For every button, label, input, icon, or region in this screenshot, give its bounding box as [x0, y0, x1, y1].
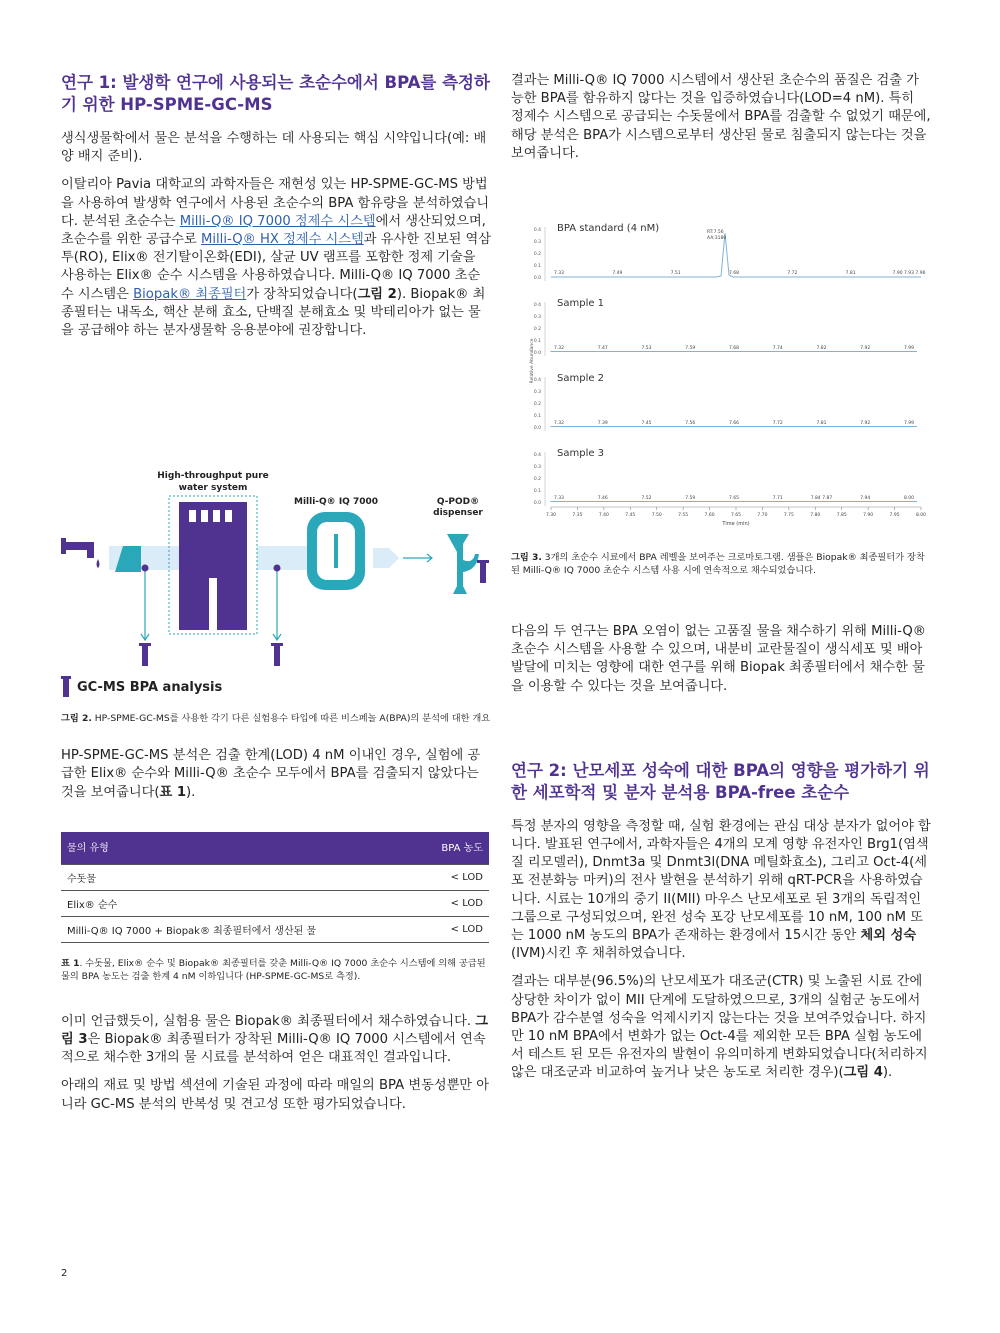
table-row [61, 864, 489, 890]
panel-title: Sample 3 [557, 448, 605, 460]
caption-text: 3개의 초순수 시료에서 BPA 레벨을 보여주는 크로마토그램. 샘플은 Biopak® 최종필터가 장착된 Milli-Q® IQ 7000 초순수 시스템 사용 시에 연속적으로 채수되었습니다. [511, 552, 925, 577]
peak-rt-label: 7.59 [685, 496, 696, 502]
peak-rt-label: 7.99 [903, 346, 915, 352]
peak-rt-label: 7.72 [787, 271, 798, 277]
y-tick-label: 0.2 [533, 402, 541, 408]
milliq-unit-icon [307, 512, 365, 590]
x-tick-label: 7.30 [545, 513, 557, 519]
x-tick-label: 7.80 [810, 513, 821, 519]
peak-rt-label: 7.81 [816, 421, 827, 427]
y-tick-label: 0.1 [533, 489, 541, 495]
milliq-iq7000-link[interactable]: Milli-Q® IQ 7000 정제수 시스템 [179, 213, 376, 229]
x-tick-label: 7.70 [757, 513, 768, 519]
y-tick-label: 0.0 [533, 351, 541, 357]
biopak-link[interactable]: Biopak® 최종필터 [133, 286, 247, 302]
peak-rt-label: 7.92 [860, 421, 871, 427]
peak-rt-label: 7.94 [860, 496, 871, 502]
study1-title: 연구 1: 발생학 연구에 사용되는 초순수에서 BPA를 측정하기 위한 HP-SPME-GC-MS [61, 73, 490, 114]
vial-icon [477, 560, 489, 583]
text: HP-SPME-GC-MS 분석은 검출 한계(LOD) 4 nM 이내인 경우, 실험에 공급한 Elix® 순수와 Milli-Q® 초순수 모두에서 BPA를 검출되지 않았다는 것을 보여줍니다( [61, 748, 481, 800]
page-number: 2 [61, 1268, 68, 1279]
cell-type: Elix® 순수 [61, 890, 416, 916]
x-axis-label: Time (min) [722, 521, 750, 528]
label-hts-2: water system [178, 483, 248, 494]
caption-label: 표 1 [61, 957, 80, 969]
table1-caption [61, 957, 491, 983]
peak-rt-label: 7.71 [772, 496, 783, 502]
peak-rt-label: 7.92 [860, 346, 871, 352]
figure-ref: 그림 3 [61, 1013, 489, 1048]
x-tick-label: 7.65 [730, 513, 742, 519]
peak-rt-label: 7.99 [903, 421, 915, 427]
y-tick-label: 0.0 [533, 276, 541, 282]
paragraph [61, 176, 491, 340]
y-tick-label: 0.3 [533, 240, 541, 246]
y-tick-label: 0.1 [533, 414, 541, 420]
peak-rt-label: 7.72 [772, 421, 783, 427]
study2-title: 연구 2: 난모세포 성숙에 대한 BPA의 영향을 평가하기 위한 세포학적 및 분자 분석용 BPA-free 초순수 [511, 760, 930, 802]
filter-icon [373, 548, 399, 568]
peak-rt-label: 7.74 [772, 346, 783, 352]
peak-rt-label: 7.56 [685, 421, 696, 427]
peak-label: AA:3189 [707, 236, 727, 242]
label-milliq: Milli-Q® IQ 7000 [294, 497, 378, 508]
cell-bpa: < LOD [416, 916, 489, 942]
cell-type: 수돗물 [61, 864, 416, 890]
qpod-icon [447, 534, 479, 594]
milliq-hx-link[interactable]: Milli-Q® HX 정제수 시스템 [200, 232, 364, 248]
cell-bpa: < LOD [416, 864, 489, 890]
y-tick-label: 0.0 [533, 426, 541, 432]
y-tick-label: 0.1 [533, 339, 541, 345]
y-tick-label: 0.2 [533, 477, 541, 483]
trace-line [551, 427, 917, 428]
peak-rt-label: 7.52 [641, 496, 652, 502]
peak-rt-label: 7.32 [553, 346, 565, 352]
y-tick-label: 0.0 [533, 501, 541, 507]
caption-text: HP-SPME-GC-MS를 사용한 각기 다른 실험용수 타입에 따른 비스페놀 A(BPA)의 분석에 대한 개요 [91, 713, 491, 725]
vial-icon [61, 676, 71, 698]
text: 에서 생산되었으며, 초순수를 위한 공급수로 [61, 213, 486, 248]
panel-title: BPA standard (4 nM) [557, 223, 660, 235]
text: 이탈리아 Pavia 대학교의 과학자들은 재현성 있는 HP-SPME-GC-MS 방법을 사용하여 발생학 연구에서 사용된 초순수의 BPA 함유량을 분석하였습니다. 분석된 초순수는 [61, 177, 490, 229]
x-tick-label: 7.85 [836, 513, 847, 519]
hts-unit-icon [179, 502, 247, 630]
paragraph [61, 747, 491, 802]
table-header [61, 832, 489, 865]
water-system-diagram [61, 468, 491, 668]
peak-rt-label: 7.32 [553, 421, 565, 427]
text: 이미 언급했듯이, 실험용 물은 Biopak® 최종필터에서 채수하였습니다. [61, 1013, 476, 1029]
y-axis-label: Relative Abundance [530, 338, 535, 384]
text: 가 장착되었습니다( [246, 286, 358, 302]
peak-rt-label: 7.81 [845, 271, 856, 277]
paragraph: 아래의 재료 및 방법 섹션에 기술된 과정에 따라 매일의 BPA 변동성뿐만 아니라 GC-MS 분석의 반복성 및 견고성 또한 평가되었습니다. [61, 1078, 489, 1112]
table-ref: 표 1 [159, 784, 187, 800]
peak-rt-label: 7.33 [553, 496, 565, 502]
text: ). [882, 1065, 893, 1081]
cell-bpa: < LOD [416, 890, 489, 916]
fig2-caption [61, 712, 491, 725]
fig3-caption [511, 551, 931, 577]
header-bpa: BPA 농도 [416, 832, 489, 865]
peak-rt-label: 7.59 [685, 346, 696, 352]
peak-rt-label: 8.00 [903, 496, 915, 502]
table-row [61, 916, 489, 942]
peak-rt-label: 7.33 [553, 271, 565, 277]
y-tick-label: 0.3 [533, 315, 541, 321]
peak-rt-label: 7.47 [597, 346, 608, 352]
x-tick-label: 8.00 [915, 513, 927, 519]
peak-rt-label: 7.51 [670, 271, 681, 277]
x-tick-label: 7.60 [704, 513, 715, 519]
peak-rt-label: 7.66 [728, 421, 740, 427]
peak-rt-label: 7.68 [728, 346, 740, 352]
peak-rt-label: 7.84 7.87 [810, 496, 833, 502]
y-tick-label: 0.4 [533, 303, 541, 309]
peak-rt-label: 7.90 7.93 7.96 [892, 271, 926, 277]
y-tick-label: 0.3 [533, 465, 541, 471]
figure-ref: 그림 2 [357, 286, 397, 302]
text: 특정 분자의 영향을 측정할 때, 실험 환경에는 관심 대상 분자가 없어야 합니다. 발표된 연구에서, 과학자들은 4개의 모계 영향 유전자인 Brg1(염색질 리모델러), Dnmt3a 및 Dnmt3l(DNA 메틸화효소), 그리고 Oct-4(세포 전분화능 마커)의 전사 발현을 분석하기 위해 qRT-PCR을 사용하였습니다. 시료는 10개의 중기 II(MII) 마우스 난모세포로 된 3개의 독립적인 그룹으로 구성되었으며, 완전 성숙 포강 난모세포를 10 nM, 100 nM 또는 1000 nM 농도의 BPA가 존재하는 환경에서 15시간 동안 [511, 818, 931, 944]
peak-rt-label: 7.68 [728, 271, 740, 277]
header-type: 물의 유형 [61, 832, 416, 865]
x-tick-label: 7.40 [598, 513, 609, 519]
peak-rt-label: 7.39 [597, 421, 608, 427]
vial-icon [271, 643, 283, 666]
table-row [61, 890, 489, 916]
paragraph [511, 818, 931, 964]
x-tick-label: 7.55 [678, 513, 689, 519]
text: 결과는 대부분(96.5%)의 난모세포가 대조군(CTR) 및 노출된 시료 간에 상당한 차이가 없이 MII 단계에 도달하였으므로, 3개의 실험군 농도에서 BPA가 감수분열 성숙을 억제시키지 않는다는 것을 보여주었습니다. 하지만 10 nM BPA에서 변화가 없는 Oct-4를 제외한 모든 BPA 실험 농도에서 테스트 된 모든 유전자의 발현이 유의미하게 변화되었습니다(처리하지 않은 대조군과 비교하여 높거나 낮은 농도로 처리한 경우)( [511, 974, 928, 1081]
peak-rt-label: 7.82 [816, 346, 827, 352]
cell-type: Milli-Q® IQ 7000 + Biopak® 최종필터에서 생산된 물 [61, 916, 416, 942]
x-tick-label: 7.50 [651, 513, 662, 519]
panel-title: Sample 1 [557, 298, 605, 310]
peak-label: RT:7.56 [707, 230, 724, 236]
left-column [61, 72, 491, 1124]
text: (IVM)시킨 후 채취하였습니다. [511, 946, 686, 962]
figure-ref: 그림 4 [843, 1065, 883, 1081]
peak-rt-label: 7.49 [612, 271, 623, 277]
x-tick-label: 7.95 [889, 513, 900, 519]
diagram-legend [61, 676, 491, 698]
x-tick-label: 7.90 [863, 513, 874, 519]
peak-rt-label: 7.45 [641, 421, 652, 427]
y-tick-label: 0.2 [533, 252, 541, 258]
bpa-table [61, 832, 489, 943]
paragraph: 결과는 Milli-Q® IQ 7000 시스템에서 생산된 초순수의 품질은 검출 가능한 BPA를 함유하지 않다는 것을 입증하였습니다(LOD=4 nM). 특히 정제수 시스템으로 공급되는 수돗물에서 BPA를 검출할 수 없었기 때문에, 해당 분석은 BPA가 시스템으로부터 생산된 물로 침출되지 않는다는 것을 보여줍니다. [511, 73, 931, 161]
text: 과 유사한 진보된 역삼투(RO), Elix® 전기탈이온화(EDI), 살균 UV 램프를 포함한 정제 기술을 사용하는 Elix® 순수 시스템을 사용하였습니다. Milli-Q® IQ 7000 초순수 시스템은 [61, 232, 492, 302]
trace-line [551, 352, 917, 353]
text: ). [186, 784, 196, 800]
paragraph [511, 973, 931, 1082]
trace-line [551, 502, 917, 503]
faucet-icon [61, 538, 100, 568]
panel-title: Sample 2 [557, 373, 605, 385]
text: 은 Biopak® 최종필터가 장착된 Milli-Q® IQ 7000 시스템에서 연속적으로 채수한 3개의 물 시료를 분석하여 얻은 대표적인 결과입니다. [61, 1032, 486, 1066]
y-tick-label: 0.4 [533, 453, 541, 459]
paragraph: 다음의 두 연구는 BPA 오염이 없는 고품질 물을 채수하기 위해 Milli-Q® 초순수 시스템을 사용할 수 있으며, 내분비 교란물질이 생식세포 및 배아 발달에 미치는 영향에 대한 연구를 위해 Biopak 최종필터에서 채수한 물을 이용할 수 있다는 것을 보여줍니다. [511, 624, 926, 694]
x-tick-label: 7.75 [783, 513, 794, 519]
vial-icon [139, 643, 151, 666]
label-hts-1: High-throughput pure [157, 471, 269, 482]
caption-text: . 수돗물, Elix® 순수 및 Biopak® 최종필터를 갖춘 Milli-Q® IQ 7000 초순수 시스템에 의해 공급된 물의 BPA 농도는 검출 한계 4 nM 이하입니다 (HP-SPME-GC-MS로 측정). [61, 957, 486, 982]
y-tick-label: 0.3 [533, 390, 541, 396]
peak-rt-label: 7.65 [728, 496, 740, 502]
bold-text: 체외 성숙 [860, 928, 917, 944]
chromatogram-figure [511, 211, 931, 531]
label-qpod-2: dispenser [433, 508, 483, 519]
caption-label: 그림 3. [511, 552, 542, 564]
y-tick-label: 0.2 [533, 327, 541, 333]
y-tick-label: 0.4 [533, 378, 541, 384]
peak-rt-label: 7.46 [597, 496, 608, 502]
peak-rt-label: 7.53 [641, 346, 652, 352]
text: ). Biopak® 최종필터는 내독소, 핵산 분해 효소, 단백질 분해효소 및 박테리아가 없는 물을 공급해야 하는 분자생물학 응용분야에 권장합니다. [61, 286, 486, 339]
right-column [511, 72, 931, 1093]
paragraph [61, 1013, 491, 1068]
x-tick-label: 7.45 [625, 513, 636, 519]
y-tick-label: 0.1 [533, 264, 541, 270]
y-tick-label: 0.4 [533, 228, 541, 234]
x-tick-label: 7.35 [572, 513, 583, 519]
caption-label: 그림 2. [61, 713, 92, 725]
label-qpod-1: Q-POD® [436, 497, 480, 508]
paragraph: 생식생물학에서 물은 분석을 수행하는 데 사용되는 핵심 시약입니다(예: 배양 배지 준비). [61, 131, 487, 165]
legend-label: GC-MS BPA analysis [77, 679, 223, 695]
